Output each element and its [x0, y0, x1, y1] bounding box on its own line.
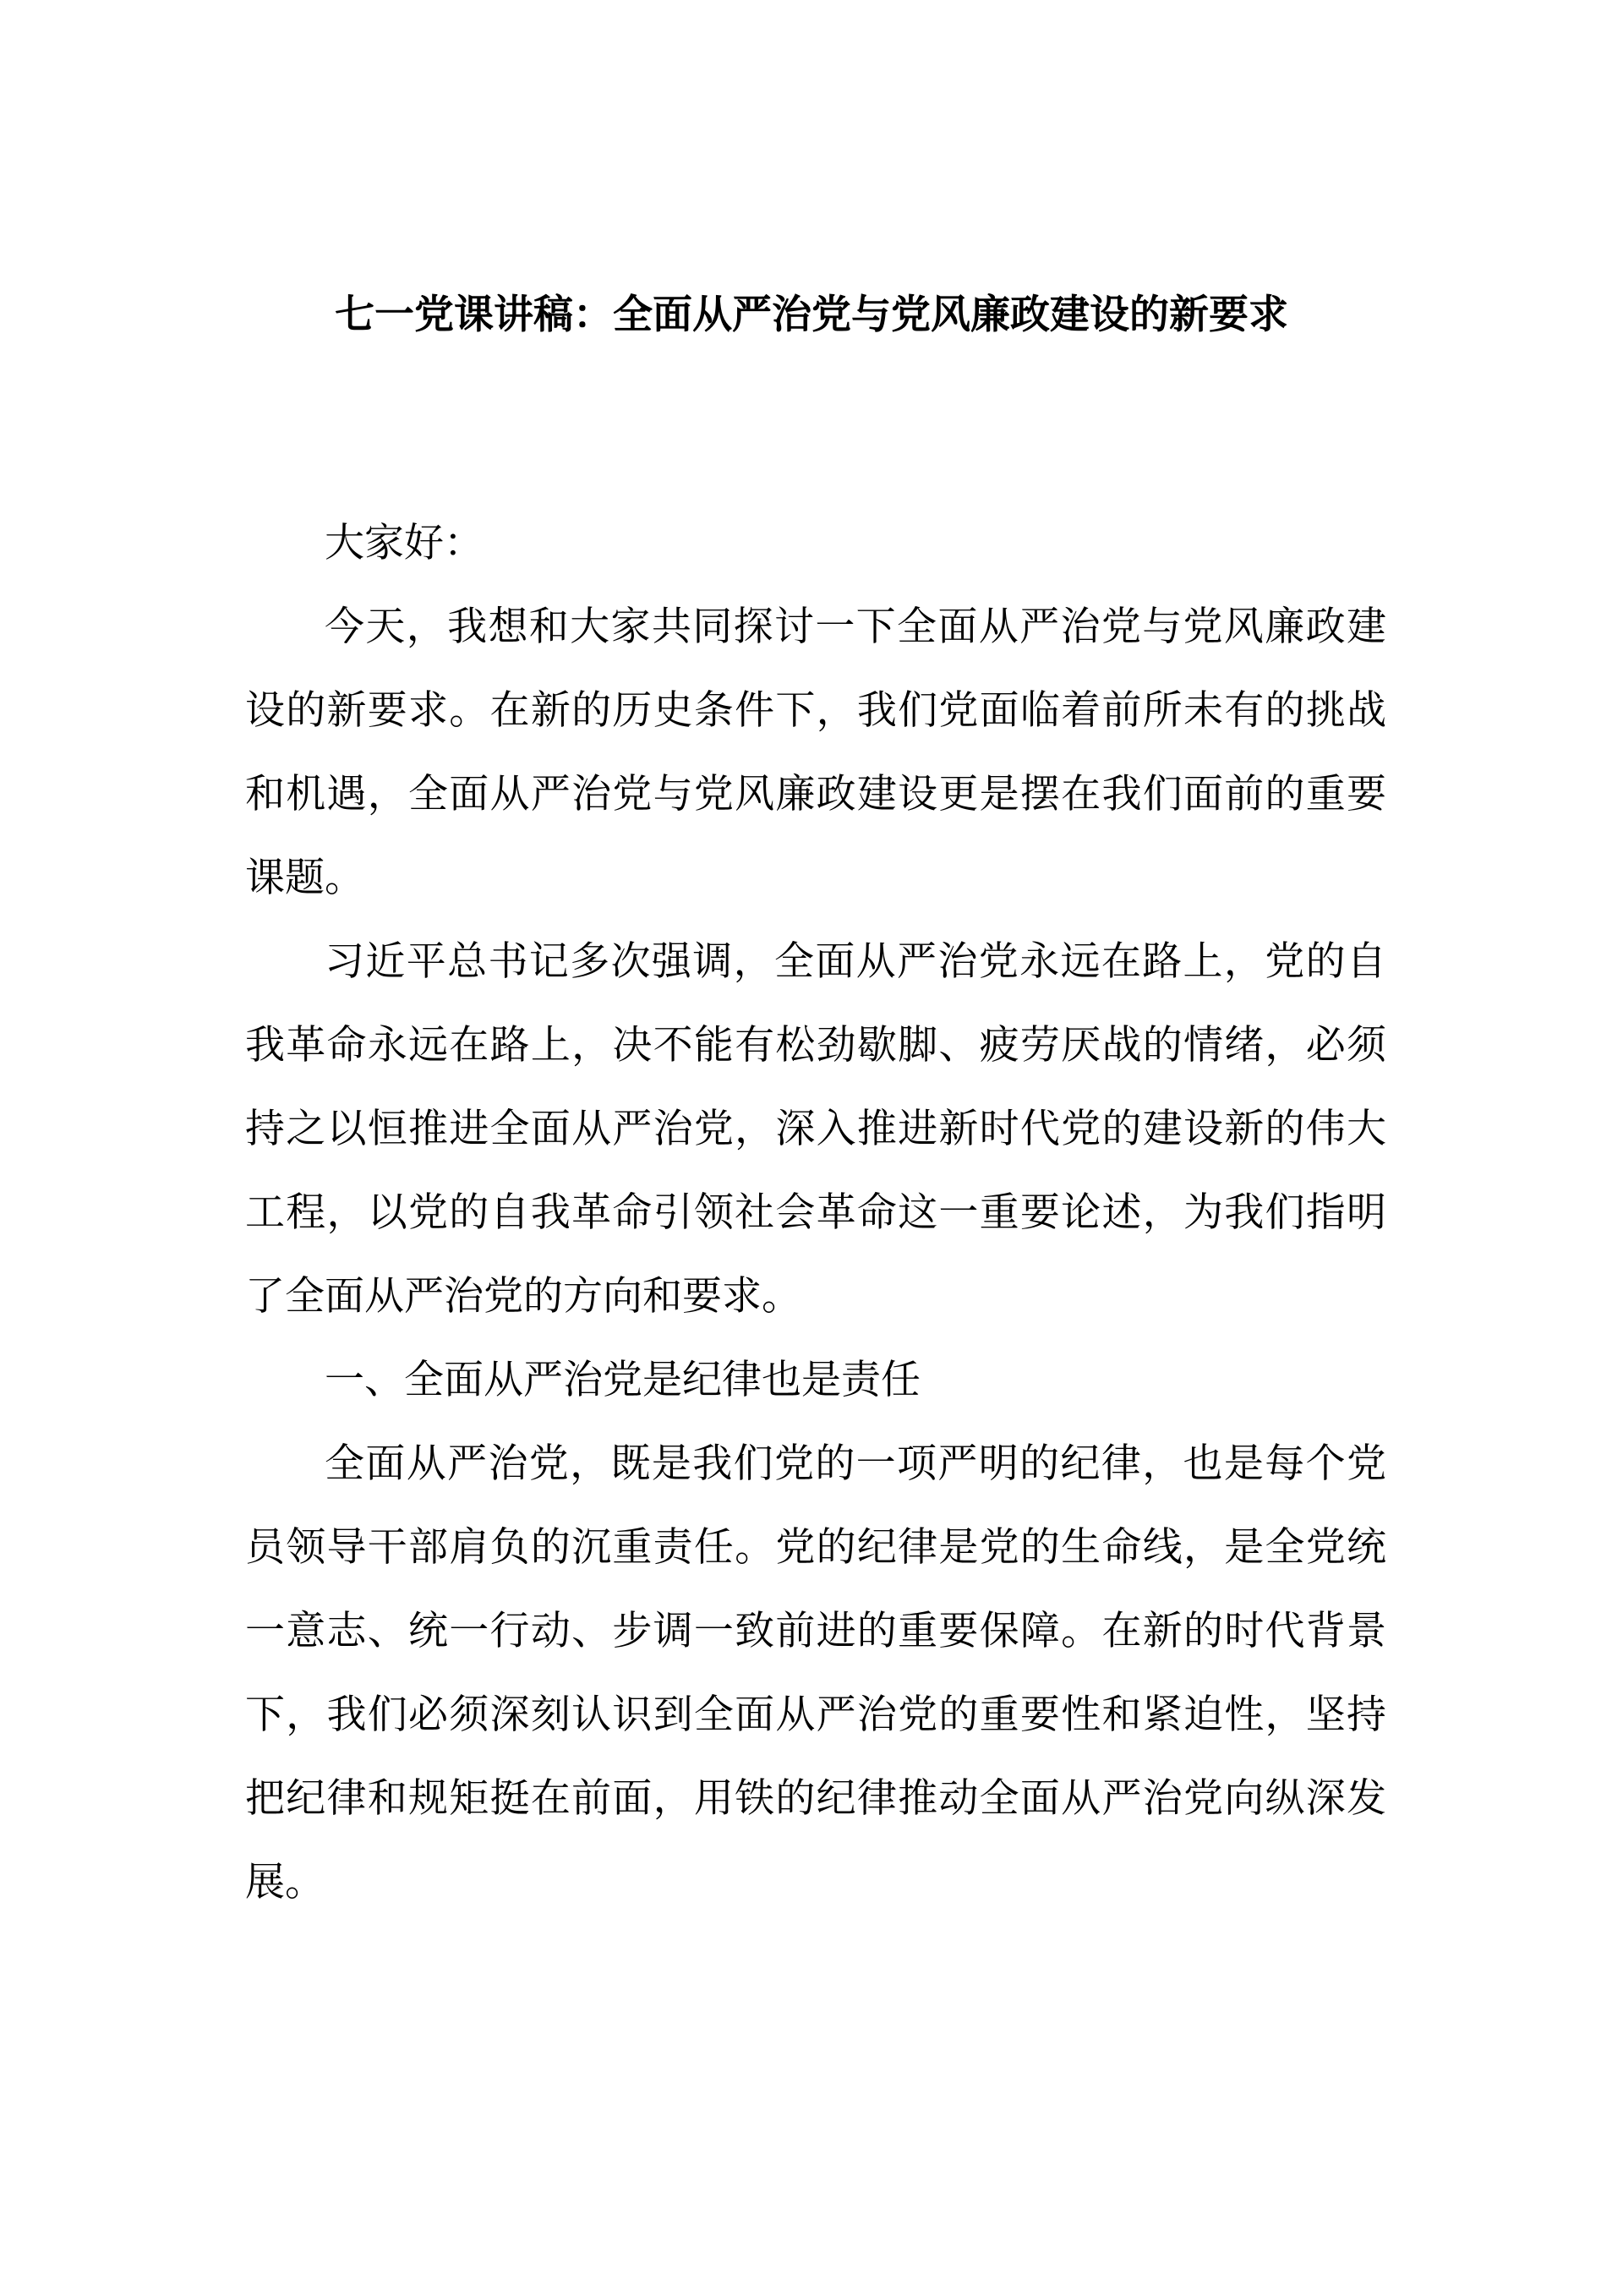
paragraph-quote: 习近平总书记多次强调，全面从严治党永远在路上，党的自我革命永远在路上，决不能有松劲歇脚、疲劳厌战的情绪，必须持之以恒推进全面从严治党，深入推进新时代党的建设新的伟大工程，以党的自我革命引领社会革命这一重要论述，为我们指明了全面从严治党的方向和要求。 — [245, 938, 1386, 1320]
greeting-line: 大家好： — [325, 520, 484, 566]
document-title: 七一党课讲稿：全面从严治党与党风廉政建设的新要求 — [335, 292, 1288, 338]
section-paragraph: 全面从严治党，既是我们党的一项严明的纪律，也是每个党员领导干部肩负的沉重责任。党的纪律是党的生命线，是全党统一意志、统一行动、步调一致前进的重要保障。在新的时代背景下，我们必须深刻认识到全面从严治党的重要性和紧迫性，坚持把纪律和规矩挺在前面，用铁的纪律推动全面从严治党向纵深发展。 — [245, 1440, 1386, 1905]
section-heading: 一、全面从严治党是纪律也是责任 — [325, 1357, 921, 1403]
document-body — [245, 501, 1386, 1924]
paragraph-intro: 今天，我想和大家共同探讨一下全面从严治党与党风廉政建设的新要求。在新的历史条件下，我们党面临着前所未有的挑战和机遇，全面从严治党与党风廉政建设更是摆在我们面前的重要课题。 — [245, 604, 1386, 901]
